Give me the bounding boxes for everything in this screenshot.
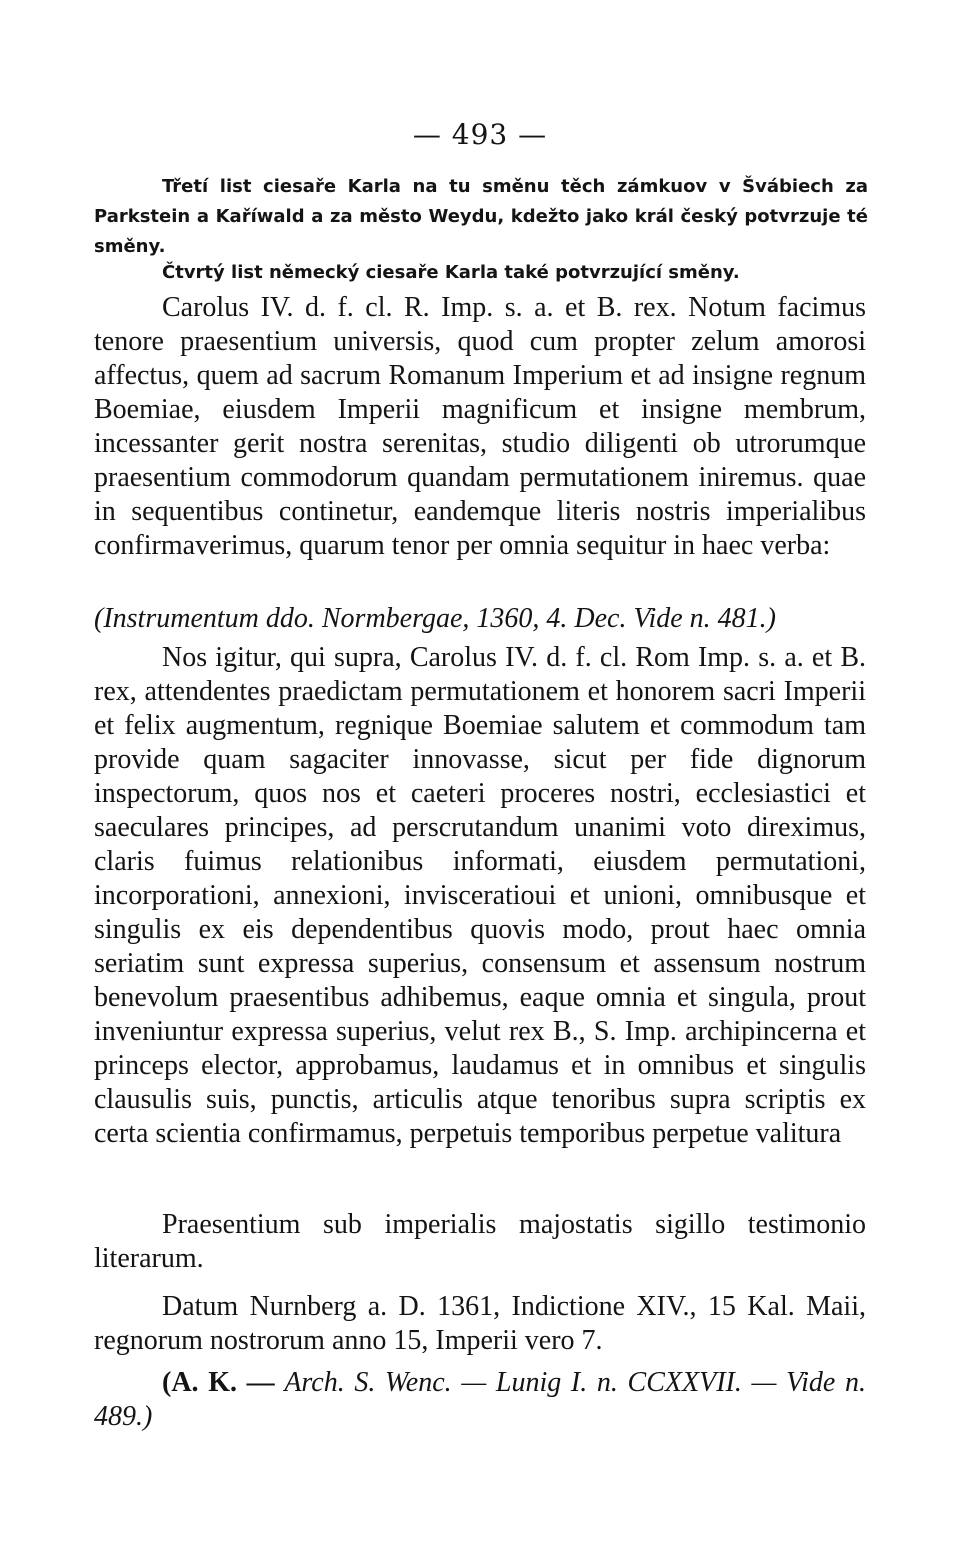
- czech-summary-1-text: Třetí list ciesaře Karla na tu směnu těch zámkuov v Švábiech za Parkstein a Kaříwald a za město Weydu, kdežto jako král český potvrzuje té směny.: [94, 176, 868, 257]
- czech-summary-1: [94, 172, 868, 262]
- paragraph-3-text: Praesentium sub imperialis majostatis sigillo testimonio literarum.: [94, 1209, 866, 1274]
- paragraph-4-text: Datum Nurnberg a. D. 1361, Indictione XIV., 15 Kal. Maii, regnorum nostrorum anno 15, Imperii vero 7.: [94, 1291, 866, 1356]
- czech-summary-2: [94, 258, 868, 288]
- paragraph-1: [94, 291, 866, 563]
- paragraph-1-text: Carolus IV. d. f. cl. R. Imp. s. a. et B. rex. Notum facimus tenore praesentium universis, quod cum propter zelum amorosi affectus, quem ad sacrum Romanum Imperium et ad insigne regnum Boemiae, eiusdem Imperii magnificum et insigne membrum, incessanter gerit nostra serenitas, studio diligenti ob utrorumque praesentium commodorum quandam permutationem iniremus. quae in sequentibus continetur, eandemque literis nostris imperialibus confirmaverimus, quarum tenor per omnia sequitur in haec verba:: [94, 292, 866, 561]
- page-number: — 493 —: [412, 118, 548, 151]
- paragraph-2-text: Nos igitur, qui supra, Carolus IV. d. f. cl. Rom Imp. s. a. et B. rex, attendentes praedictam permutationem et honorem sacri Imperii et felix augmentum, regnique Boemiae salutem et commodum tam provide quam sagaciter innovasse, sicut per fide dignorum inspectorum, quos nos et caeteri proceres nostri, ecclesiastici et saeculares principes, ad perscrutandum unanimi voto direximus, claris fuimus relationibus informati, eiusdem permutationi, incorporationi, annexioni, invisceratioui et unioni, omnibusque et singulis ex eis dependentibus quovis modo, prout haec omnia seriatim sunt expressa superius, consensum et assensum nostrum benevolum praesentibus adhibemus, eaque omnia et singula, prout inveniuntur expressa superius, velut rex B., S. Imp. archipincerna et princeps elector, approbamus, laudamus et in omnibus et singulis clausulis suis, punctis, articulis atque tenoribus supra scriptis ex certa scientia confirmamus, perpetuis temporibus perpetue valitura: [94, 642, 866, 1149]
- instrument-reference: [94, 602, 866, 636]
- paragraph-2: [94, 641, 866, 1151]
- paragraph-3: [94, 1208, 866, 1276]
- paragraph-4: [94, 1290, 866, 1358]
- czech-summary-2-text: Čtvrtý list německý ciesaře Karla také potvrzující směny.: [162, 262, 740, 283]
- instrument-reference-text: (Instrumentum ddo. Normbergae, 1360, 4. Dec. Vide n. 481.): [94, 603, 777, 634]
- source-citation: [94, 1366, 866, 1434]
- source-rest: Arch. S. Wenc. — Lunig I. n. CCXXVII. — Vide n. 489.): [94, 1367, 866, 1432]
- source-lead: (A. K. —: [162, 1367, 285, 1398]
